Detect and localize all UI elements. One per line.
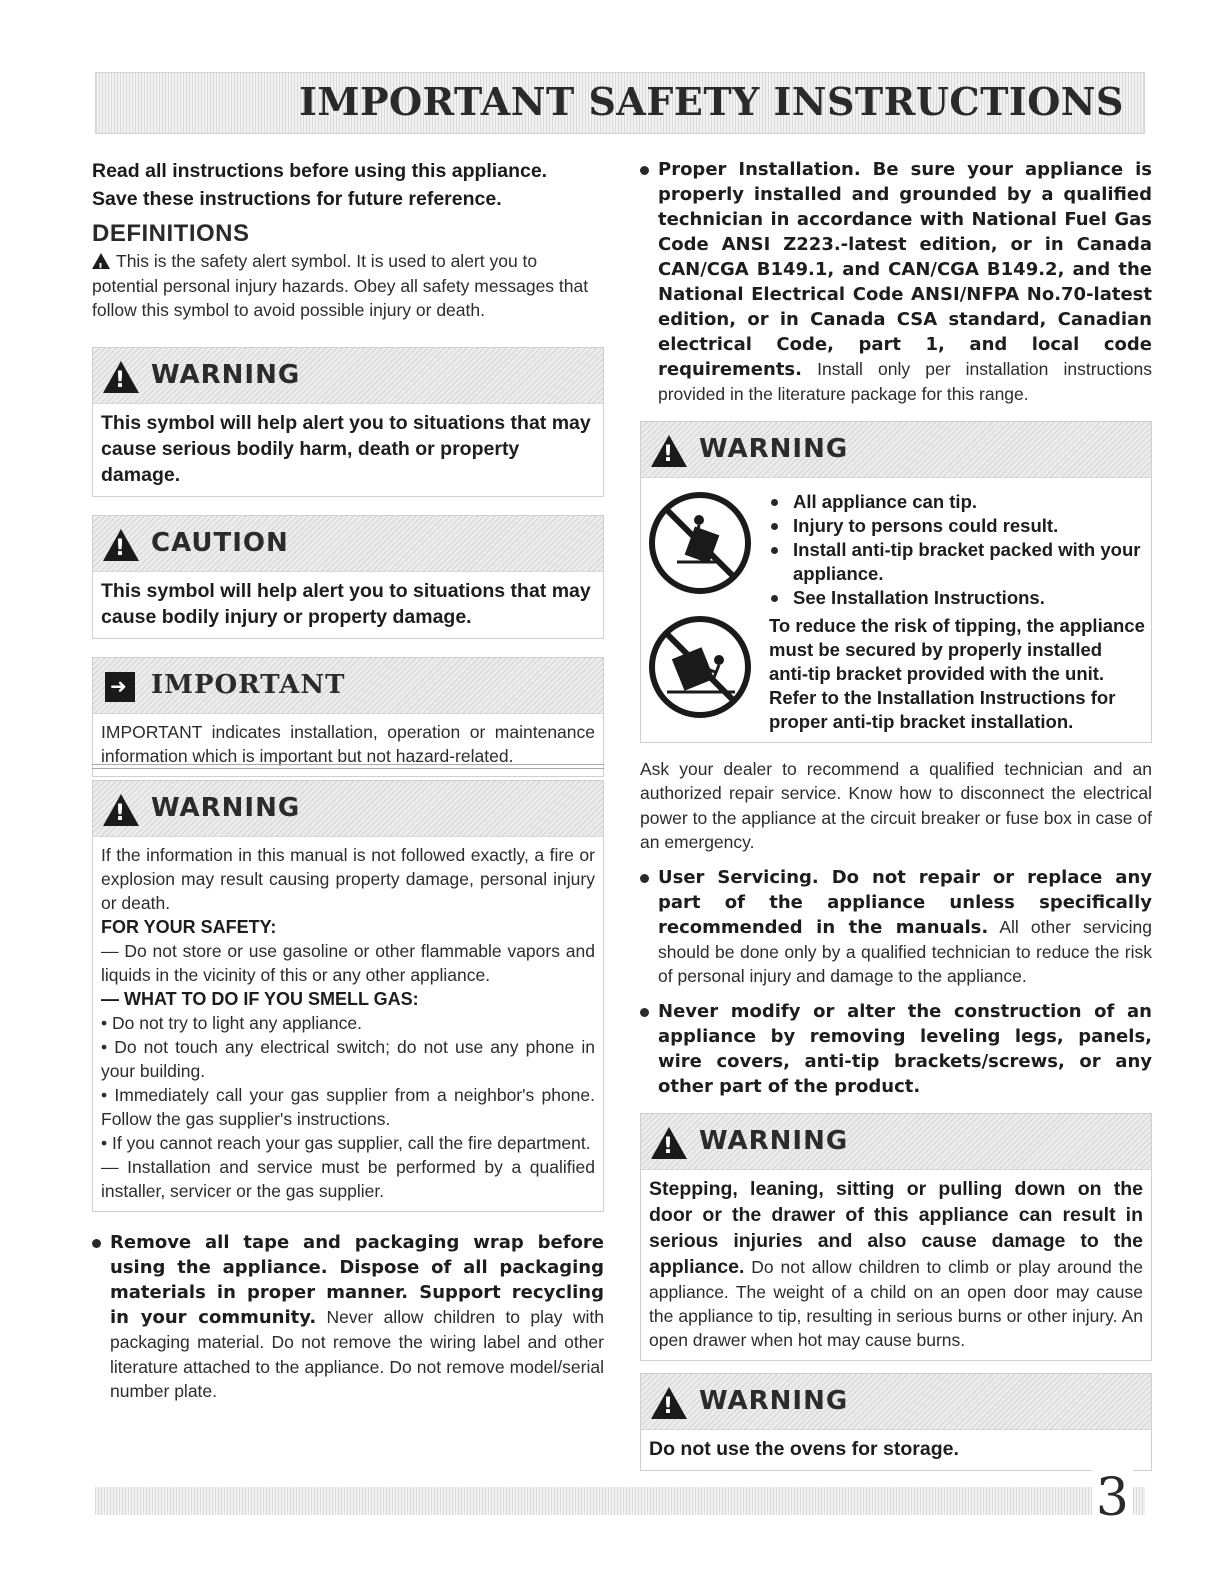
proper-installation-rest: Install only per installation instructions provided in the literature package for this range.	[658, 359, 1152, 404]
warning-step-bold: Stepping, leaning, sitting or pulling down on the door or the drawer of this appliance can result in serious injuries and also cause damage to the appliance.	[649, 1177, 1143, 1278]
lead-save-instructions: Save these instructions for future reference.	[92, 188, 502, 210]
remove-packaging-item	[92, 1230, 604, 1404]
tip-item-3: Install anti-tip bracket packed with your appliance.	[765, 538, 1145, 586]
warning-gas-body	[93, 837, 603, 1211]
proper-installation-item	[640, 157, 1152, 407]
warning-triangle-icon	[651, 1387, 687, 1419]
safety-alert-icon	[92, 253, 110, 269]
gas-item-3: • Immediately call your gas supplier from a neighbor's phone. Follow the gas supplier's instructions.	[101, 1085, 595, 1129]
important-header	[93, 658, 603, 714]
caution-body	[93, 572, 603, 638]
arrow-icon	[105, 672, 135, 702]
bullet-dot	[640, 874, 649, 883]
warning-triangle-icon	[651, 435, 687, 467]
gas-item-2: • Do not touch any electrical switch; do not use any phone in your building.	[101, 1037, 595, 1081]
left-column-lower	[92, 772, 604, 1404]
tip-item-4: See Installation Instructions.	[765, 586, 1145, 610]
tip-text: To reduce the risk of tipping, the appliance must be secured by properly installed anti-tip bracket provided with the unit. Refer to the Installation Instructions for proper anti-tip bracket installation.	[769, 614, 1145, 732]
warning-gas-title: WARNING	[151, 793, 301, 823]
warning-tip-body	[641, 478, 1151, 742]
left-divider	[92, 764, 604, 769]
caution-text: This symbol will help alert you to situations that may cause bodily injury or property damage.	[101, 579, 591, 628]
footer-strip	[95, 1487, 1145, 1515]
warning-header	[93, 348, 603, 404]
warning-step-header	[641, 1114, 1151, 1170]
tip-row-1	[647, 490, 1145, 610]
warning-storage-body	[641, 1430, 1151, 1470]
tip-row-2	[647, 614, 1145, 734]
warning-box-gas	[92, 780, 604, 1212]
warning-storage-title: WARNING	[699, 1385, 849, 1416]
warning-triangle-icon	[651, 1127, 687, 1159]
proper-installation-head: Proper Installation. Be sure your appliance is properly installed and grounded by a qualified technician in accordance with National Fuel Gas Code ANSI Z223.-latest edition, or in Canada CAN/CGA B149.1, and CAN/CGA B149.2, and the National Electrical Code ANSI/NFPA No.70-latest edition, or in Canada CSA standard, Canadian electrical Code, part 1, and local code requirements.	[658, 159, 1152, 380]
warning-gas-header	[93, 781, 603, 837]
important-title: IMPORTANT	[151, 669, 346, 700]
warning-text: This symbol will help alert you to situations that may cause serious bodily harm, death or property damage.	[101, 411, 591, 486]
important-box	[92, 657, 604, 777]
gasoline-line: — Do not store or use gasoline or other flammable vapors and liquids in the vicinity of this or any other appliance.	[101, 941, 595, 985]
warning-storage-text: Do not use the ovens for storage.	[649, 1437, 959, 1460]
remove-packaging-head: Remove all tape and packaging wrap before using the appliance. Dispose of all packaging materials in proper manner. Support recycling in your community.	[110, 1232, 604, 1328]
warning-gas-intro: If the information in this manual is not followed exactly, a fire or explosion may result causing property damage, personal injury or death.	[101, 845, 595, 913]
never-modify-text: Never modify or alter the construction of an appliance by removing leveling legs, panels, wire covers, anti-tip brackets/screws, or any other part of the product.	[658, 1000, 1152, 1097]
user-servicing-item	[640, 865, 1152, 989]
bullet-dot	[640, 1008, 649, 1017]
tipping-range-icon	[647, 614, 757, 724]
caution-box	[92, 515, 604, 639]
tip-list	[765, 490, 1145, 610]
bullet-dot	[640, 166, 649, 175]
caution-header	[93, 516, 603, 572]
warning-box-stepping	[640, 1113, 1152, 1361]
left-column	[92, 157, 604, 777]
warning-title: WARNING	[151, 359, 301, 390]
page-number: 3	[1092, 1468, 1133, 1528]
warning-box-definition	[92, 347, 604, 497]
smell-gas-heading: — WHAT TO DO IF YOU SMELL GAS:	[101, 989, 419, 1009]
never-modify-item	[640, 999, 1152, 1099]
definitions-text	[92, 249, 604, 323]
warning-triangle-icon	[103, 794, 139, 826]
definitions-text-content: This is the safety alert symbol. It is used to alert you to potential personal injury hazards. Obey all safety messages that follow this symbol to avoid possible injury or death.	[92, 251, 589, 320]
remove-packaging-rest: Never allow children to play with packaging material. Do not remove the wiring label and other literature attached to the appliance. Do not remove model/serial number plate.	[110, 1307, 604, 1401]
gas-item-1: • Do not try to light any appliance.	[101, 1013, 362, 1033]
warning-step-title: WARNING	[699, 1125, 849, 1156]
warning-tip-title: WARNING	[699, 433, 849, 464]
lead-read-instructions: Read all instructions before using this appliance.	[92, 160, 548, 182]
gas-item-4: • If you cannot reach your gas supplier, call the fire department.	[101, 1133, 591, 1153]
page-title: IMPORTANT SAFETY INSTRUCTIONS	[299, 79, 1124, 124]
bullet-dot	[92, 1239, 101, 1248]
tip-item-2: Injury to persons could result.	[765, 514, 1145, 538]
user-servicing-head: User Servicing. Do not repair or replace any part of the appliance unless specifically recommended in the manuals.	[658, 866, 1152, 938]
user-servicing-rest: All other servicing should be done only by a qualified technician to reduce the risk of personal injury and damage to the appliance.	[658, 916, 1152, 986]
right-column	[640, 157, 1152, 1471]
definitions-title: DEFINITIONS	[92, 220, 250, 247]
for-your-safety-heading: FOR YOUR SAFETY:	[101, 917, 277, 937]
caution-triangle-icon	[103, 529, 139, 561]
no-tip-icon	[647, 490, 757, 600]
warning-step-rest: Do not allow children to climb or play around the appliance. The weight of a child on an open door may cause the appliance to tip, resulting in serious burns or other injury. An open drawer when hot may cause burns.	[649, 1256, 1143, 1350]
warning-storage-header	[641, 1374, 1151, 1430]
warning-tip-header	[641, 422, 1151, 478]
caution-title: CAUTION	[151, 527, 289, 558]
dealer-text: Ask your dealer to recommend a qualified technician and an authorized repair service. Know how to disconnect the electrical power to the appliance at the circuit breaker or fuse box in case of an emergency.	[640, 758, 1152, 852]
warning-box-storage	[640, 1373, 1152, 1471]
warning-box-tip	[640, 421, 1152, 743]
warning-body	[93, 404, 603, 496]
important-text: IMPORTANT indicates installation, operation or maintenance information which is important but not hazard-related.	[101, 721, 595, 766]
installation-line: — Installation and service must be performed by a qualified installer, servicer or the gas supplier.	[101, 1157, 595, 1201]
warning-step-body	[641, 1170, 1151, 1360]
warning-triangle-icon	[103, 361, 139, 393]
tip-item-1: All appliance can tip.	[765, 490, 1145, 514]
header-banner	[95, 72, 1145, 134]
